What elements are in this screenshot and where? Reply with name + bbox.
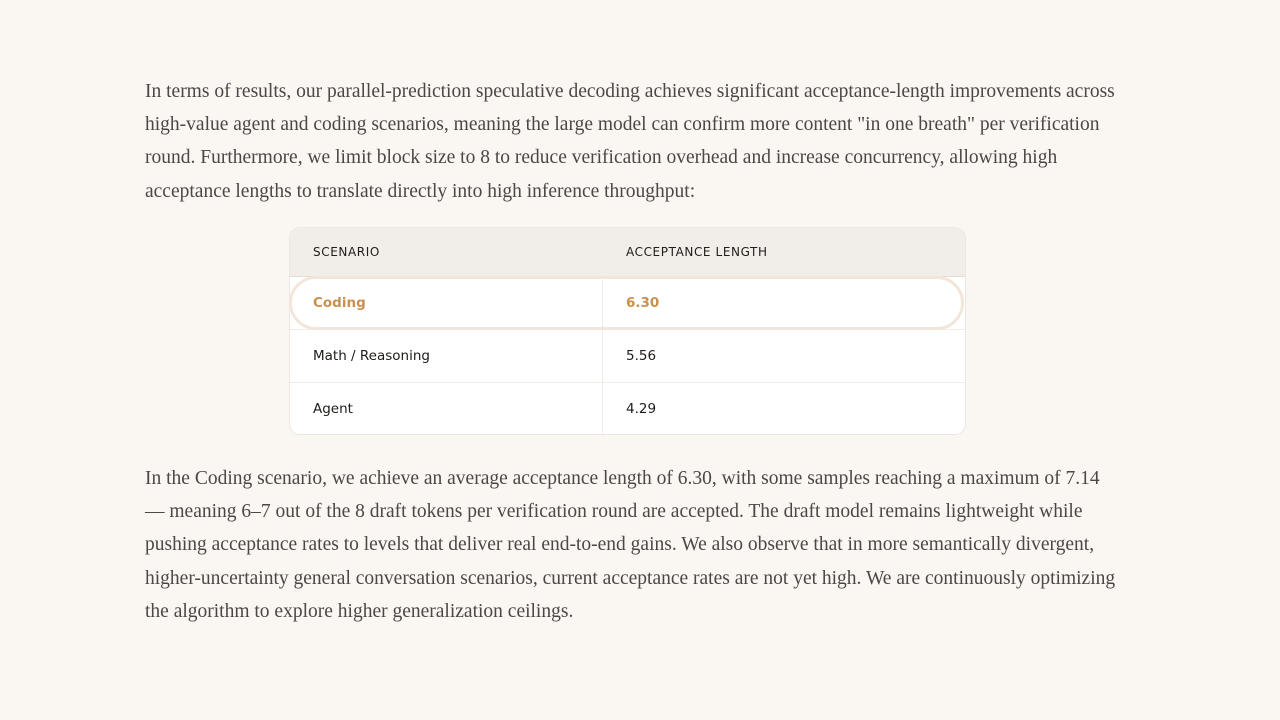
table-row-coding (290, 277, 965, 330)
intro-paragraph: In terms of results, our parallel-prediction speculative decoding achieves significant acceptance-length improvements across high-value agent and coding scenarios, meaning the large model can confirm more content "in one breath" per verification round. Furthermore, we limit block size to 8 to reduce verification overhead and increase concurrency, allowing high acceptance lengths to translate directly into high inference throughput: (145, 81, 1115, 202)
cell-scenario: Agent (290, 383, 603, 434)
results-table (290, 228, 965, 434)
header-acceptance-length: ACCEPTANCE LENGTH (626, 245, 768, 259)
header-scenario: SCENARIO (313, 245, 380, 259)
table-header-row (290, 228, 965, 277)
cell-scenario: Math / Reasoning (290, 330, 603, 382)
cell-acceptance-length: 6.30 (626, 295, 660, 311)
table-row-agent (290, 383, 965, 434)
table-row-math-reasoning (290, 330, 965, 383)
cell-acceptance-length: 4.29 (626, 401, 657, 417)
cell-acceptance-length: 5.56 (626, 348, 657, 364)
cell-scenario: Coding (290, 277, 603, 329)
closing-paragraph: In the Coding scenario, we achieve an average acceptance length of 6.30, with some samples reaching a maximum of 7.14 — meaning 6–7 out of the 8 draft tokens per verification round are accepted. The draft model remains lightweight while pushing acceptance rates to levels that deliver real end-to-end gains. We also observe that in more semantically divergent, higher-uncertainty general conversation scenarios, current acceptance rates are not yet high. We are continuously optimizing the algorithm to explore higher generalization ceilings. (145, 468, 1116, 622)
